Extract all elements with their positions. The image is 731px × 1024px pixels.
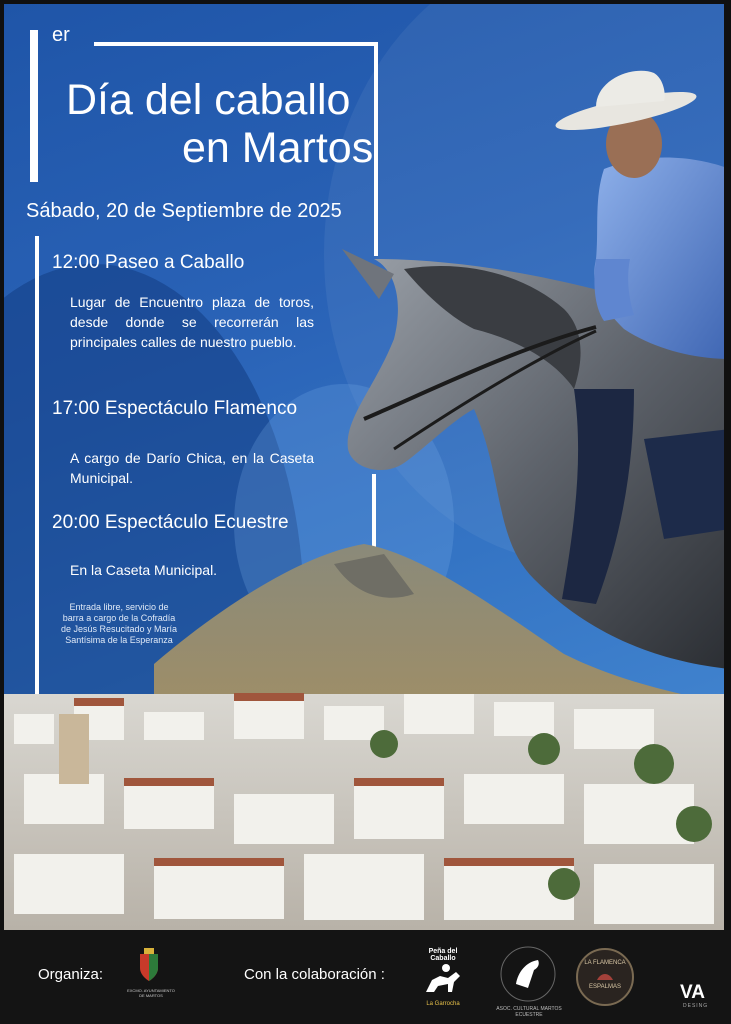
footer — [0, 930, 731, 1024]
schedule-item-description: Lugar de Encuentro plaza de toros, desde donde se recorrerán las principales calles de nuestro pueblo. — [70, 294, 314, 350]
schedule-item-description: A cargo de Darío Chica, en la Caseta Municipal. — [70, 450, 314, 486]
logo-martos-ecuestre — [498, 944, 558, 1004]
decorative-bar — [30, 30, 38, 182]
event-title — [66, 76, 373, 172]
rider-hat-crown — [596, 71, 665, 107]
schedule-item-title: 20:00 Espectáculo Ecuestre — [52, 512, 289, 533]
logo-text: Peña del Caballo — [428, 948, 458, 962]
title-line-2: en Martos — [182, 124, 374, 172]
town-landscape-image — [4, 534, 724, 930]
designer-subtitle: DESING — [683, 1003, 709, 1009]
organiza-label: Organiza: — [38, 966, 104, 983]
schedule-item-description: En la Caseta Municipal. — [70, 562, 218, 578]
title-line-1: Día del caballo — [66, 76, 351, 124]
colaboracion-label: Con la colaboración : — [244, 966, 385, 983]
poster — [4, 4, 724, 930]
entry-note: Entrada libre, servicio de barra a cargo de la Cofradía de Jesús Resucitado y María Santísima de la Esperanza — [60, 602, 178, 645]
schedule-item-title: 12:00 Paseo a Caballo — [52, 252, 245, 273]
logo-la-flamenca — [576, 948, 634, 1006]
logo-text: ASOC. CULTURAL MARTOS ECUESTRE — [496, 1006, 562, 1018]
schedule-item-title: 17:00 Espectáculo Flamenco — [52, 398, 298, 419]
horse-head-icon — [498, 944, 558, 1004]
horse-rider-icon — [418, 962, 468, 996]
logo-pena-del-caballo — [418, 948, 468, 1008]
rider-arm — [594, 259, 634, 321]
logo-text: La Garrocha — [426, 1001, 460, 1007]
horse-ear — [342, 249, 394, 299]
logo-text: LA FLAMENCA — [584, 960, 626, 966]
flamenca-icon — [595, 968, 615, 982]
church-tower — [59, 714, 89, 784]
ordinal-superscript: er — [52, 24, 70, 46]
event-date: Sábado, 20 de Septiembre de 2025 — [26, 200, 342, 222]
logo-text: ESPALMAS — [589, 984, 621, 990]
crest-caption: EXCMO. AYUNTAMIENTO DE MARTOS — [127, 988, 175, 998]
municipal-crest-icon — [136, 948, 162, 982]
designer-mark: VA — [680, 982, 705, 1003]
